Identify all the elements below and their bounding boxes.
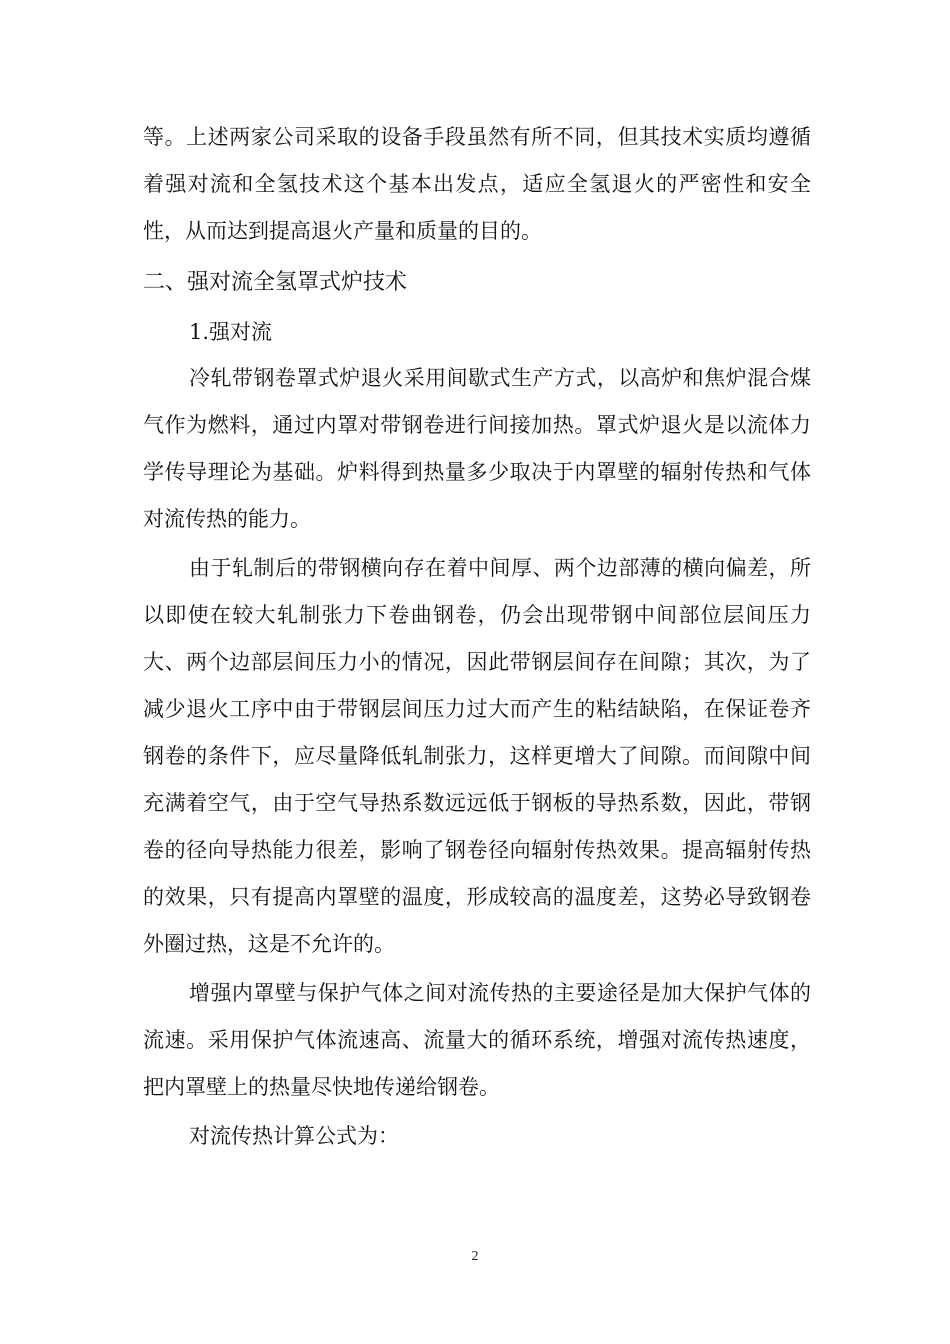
page-number: 2	[471, 1249, 479, 1264]
body-paragraph-2: 由于轧制后的带钢横向存在着中间厚、两个边部薄的横向偏差，所以即使在较大轧制张力下卷曲钢卷，仍会出现带钢中间部位层间压力大、两个边部层间压力小的情况，因此带钢层间存在间隙；其次，为了减少退火工序中由于带钢层间压力过大而产生的粘结缺陷，在保证卷齐钢卷的条件下，应尽量降低轧制张力，这样更增大了间隙。而间隙中间充满着空气，由于空气导热系数远远低于钢板的导热系数，因此，带钢卷的径向导热能力很差，影响了钢卷径向辐射传热效果。提高辐射传热的效果，只有提高内罩壁的温度，形成较高的温度差，这势必导致钢卷外圈过热，这是不允许的。	[143, 556, 811, 956]
formula-intro-paragraph: 对流传热计算公式为：	[189, 1124, 399, 1148]
page-content	[143, 114, 811, 1160]
body-paragraph-3: 增强内罩壁与保护气体之间对流传热的主要途径是加大保护气体的流速。采用保护气体流速高、流量大的循环系统，增强对流传热速度，把内罩壁上的热量尽快地传递给钢卷。	[143, 981, 811, 1099]
body-paragraph-1: 冷轧带钢卷罩式炉退火采用间歇式生产方式，以高炉和焦炉混合煤气作为燃料，通过内罩对带钢卷进行间接加热。罩式炉退火是以流体力学传导理论为基础。炉料得到热量多少取决于内罩壁的辐射传热和气体对流传热的能力。	[143, 366, 811, 531]
continued-paragraph: 等。上述两家公司采取的设备手段虽然有所不同，但其技术实质均遵循着强对流和全氢技术这个基本出发点，适应全氢退火的严密性和安全性，从而达到提高退火产量和质量的目的。	[143, 125, 811, 243]
subsection-heading: 1.强对流	[189, 320, 273, 344]
section-heading: 二、强对流全氢罩式炉技术	[143, 270, 408, 295]
